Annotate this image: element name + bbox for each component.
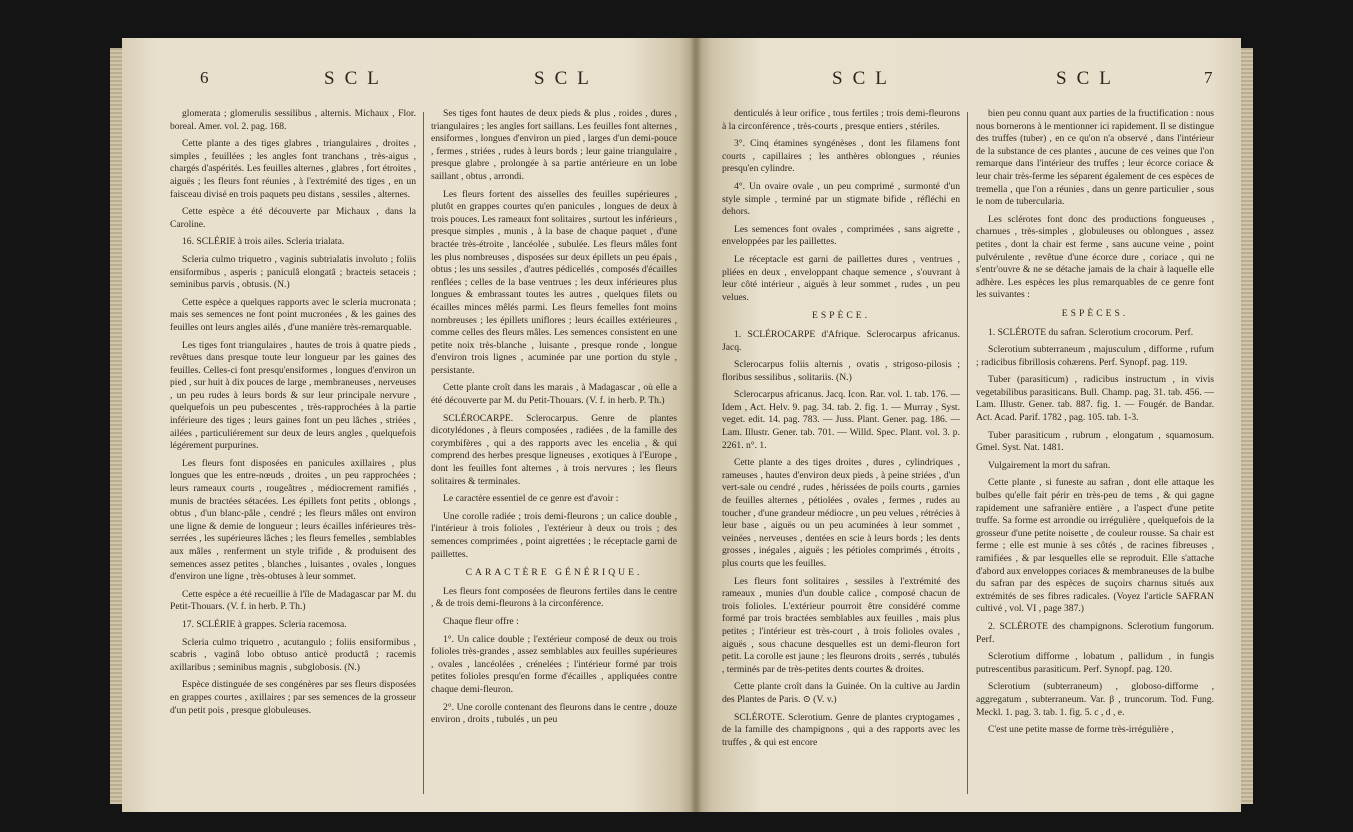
text-column-left xyxy=(722,108,960,798)
paragraph: CARACTÈRE GÉNÉRIQUE. xyxy=(465,567,643,579)
paragraph: Sclerotium difforme , lobatum , pallidum , in fungis putrescentibus parasiticum. Perf. Synopf. pag. 120. xyxy=(976,651,1214,675)
right-page xyxy=(696,38,1241,812)
paragraph: C'est une petite masse de forme très-irrégulière , xyxy=(988,724,1174,736)
paragraph: Sclerotium subterraneum , majusculum , difforme , rufum ; radicibus fibrillosis cohærens. Perf. Synopf. pag. 119. xyxy=(976,344,1214,368)
paragraph: Cette plante a des tiges droites , dures , cylindriques , rameuses , hautes d'environ deux pieds , à peine striées , d'un vert-sale ou cendré , rudes , hérissées de poils courts , garnies de feuilles alternes , pétiolées , ovales , fermes , rudes au toucher , d'une grandeur médiocre , un peu velues , rétrécies à leur base , aiguës ou un peu acuminées à leur sommet , veinées , nerveuses , dentées en scie à leurs bords ; les dents grosses , inégales , aiguës ; les pétioles comprimés , étroits , plus courts que les feuilles. xyxy=(722,457,960,569)
paragraph: Sclerotium (subterraneum) , globoso-difforme , aggregatum , subterraneum. Var. β , truncorum. Tod. Fung. Meckl. 1. pag. 3. tab. 1. fig. 5. c , d , e. xyxy=(976,681,1214,718)
paragraph: Les sclérotes font donc des productions fongueuses , charnues , très-simples , globuleuses ou oblongues , assez petites , dont la chair est ferme , sans aucune veine , point pulvérulente , revêtue d'une écorce dure , coriace , qui ne s'entr'ouvre & ne se détache jamais de la chair à laquelle elle adhère. Les espèces les plus remarquables de ce genre font les suivantes : xyxy=(976,213,1214,301)
paragraph: Sclerocarpus africanus. Jacq. Icon. Rar. vol. 1. tab. 176. — Idem , Act. Helv. 9. pag. 34. tab. 2. fig. 1. — Murray , Syst. veget. edit. 14. pag. 783. — Juss. Plant. Gener. pag. 186. — Lam. Illustr. Gener. tab. 701. — Willd. Spec. Plant. vol. 3. p. 2261. n°. 1. xyxy=(722,389,960,451)
paragraph: ESPÈCE. xyxy=(811,310,871,322)
paragraph: 2. SCLÉROTE des champignons. Sclerotium fungorum. Perf. xyxy=(976,620,1214,645)
paragraph: bien peu connu quant aux parties de la fructification : nous nous bornerons à le mentionner ici rapidement. Il se distingue des truffes (tuber) , en ce qu'on n'a observé , dans l'intérieur de la substance de ces plantes , aucune de ces veines que l'on remarque dans l'intérieur des truffes ; leur écorce coriace & leur chair très-ferme les séparent également de ces espèces de tremella , que l'on a réunies , dans un genre particulier , sous le nom de tubercularia. xyxy=(976,108,1214,208)
running-head: SCL xyxy=(1056,68,1121,89)
paragraph: 2°. Une corolle contenant des fleurons dans le centre , douze environ , droits , tubulés , un peu xyxy=(431,701,677,726)
paragraph: Cette espèce a été recueillie à l'île de Madagascar par M. du Petit-Thouars. (V. f. in herb. P. Th.) xyxy=(170,588,416,613)
paragraph: Chaque fleur offre : xyxy=(443,615,519,627)
paragraph: Scleria culmo triquetro , vaginis subtrialatis involuto ; foliis ensiformibus , asperis ; paniculâ elongatâ ; bracteis setaceis ; seminibus parvis , obtusis. (N.) xyxy=(170,253,416,291)
paragraph: SCLÉROCARPE. Sclerocarpus. Genre de plantes dicotylédones , à fleurs composées , radiées , de la famille des corymbifères , qui a des rapports avec les encelia , & qui comprend des herbes presque ligneuses , exotiques à l'Europe , dont les feuilles font alternes , à trois nervures ; les fleurs solitaires & terminales. xyxy=(431,412,677,487)
running-head: SCL xyxy=(534,68,599,89)
paragraph: Le caractère essentiel de ce genre est d'avoir : xyxy=(443,493,619,505)
paragraph: Tuber parasiticum , rubrum , elongatum , squamosum. Gmel. Syst. Nat. 1481. xyxy=(976,429,1214,454)
paragraph: Cette plante croît dans les marais , à Madagascar , où elle a été découverte par M. du Petit-Thouars. (V. f. in herb. P. Th.) xyxy=(431,382,677,407)
paragraph: 4°. Un ovaire ovale , un peu comprimé , surmonté d'un style simple , terminé par un stigmate bifide , réfléchi en dehors. xyxy=(722,180,960,218)
paragraph: Les fleurs font disposées en panicules axillaires , plus longues que les entre-nœuds , droites , un peu rapprochées ; leurs rameaux courts , rougeâtres , médiocrement ramifiés , munis de bractées sétacées. Les épillets font petits , oblongs , obtus , d'un blanc-pâle , cendré ; les fleurs mâles ont environ une ligne & demie de longueur ; leurs écailles inférieures très-serrées , les supérieures lâches ; les fleurs femelles , semblables aux mâles , renferment un style trifide , & produisent des semences assez petites , blanches , luisantes , ovales , longues d'environ une ligne , très-obtuses à leur sommet. xyxy=(170,457,416,583)
paragraph: Scleria culmo triquetro , acutangulo ; foliis ensiformibus , scabris , vaginâ lobo obtuso anticè productâ ; racemis axillaribus ; seminibus magnis , subglobosis. (N.) xyxy=(170,636,416,673)
paragraph: Tuber (parasiticum) , radicibus instructum , in vivis vegetabilibus parasiticans. Bull. Champ. pag. 31. tab. 456. — Lam. Illustr. Gener. tab. 887. fig. 1. — Fougér. de Bandar. Act. Acad. Parif. 1782 , pag. 105. tab. 1-3. xyxy=(976,374,1214,424)
left-page xyxy=(122,38,696,812)
paragraph: Les fleurs font composées de fleurons fertiles dans le centre , & de trois demi-fleurons à la circonférence. xyxy=(431,585,677,610)
right-page-header xyxy=(696,68,1241,96)
paragraph: Les fleurs font solitaires , sessiles à l'extrémité des rameaux , munies d'un double calice , composé chacun de trois folioles. L'extérieur pourroit être considéré comme formé par trois bractées semblables aux feuilles , mais plus petites ; l'intérieur est très-court , à trois folioles ovales , aiguës , sous chacune desquelles est un demi-fleuron fort petit. La corolle est jaune ; les fleurons droits , serrés , tubulés , terminés par de très-petites dents courtes & droites. xyxy=(722,575,960,675)
paragraph: Une corolle radiée ; trois demi-fleurons ; un calice double , l'intérieur à trois folioles , l'extérieur à deux ou trois ; des semences comprimées , point aigrettées ; le réceptacle garni de paillettes. xyxy=(431,510,677,560)
paragraph: 16. SCLÉRIE à trois ailes. Scleria trialata. xyxy=(182,236,345,248)
page-number: 6 xyxy=(200,68,209,87)
right-page-edge xyxy=(1241,48,1253,804)
paragraph: Cette plante a des tiges glabres , triangulaires , droites , simples , feuillées ; les angles font tranchans , très-aigus , chargés d'aspérités. Les feuilles alternes , glabres , fort étroites , aiguës ; les fleurs font réunies , à l'extrémité des tiges , en un faisceau divisé en trois paquets peu distans , sessiles , alternes. xyxy=(170,138,416,200)
paragraph: Cette plante croît dans la Guinée. On la cultive au Jardin des Plantes de Paris. ⊙ (V. v.) xyxy=(722,681,960,705)
paragraph: 1. SCLÉROTE du safran. Sclerotium crocorum. Perf. xyxy=(988,326,1194,338)
paragraph: Cette espèce a quelques rapports avec le scleria mucronata ; mais ses semences ne font point mucronées , & les gaines des feuilles ont leurs angles ailés , d'une manière très-remarquable. xyxy=(170,296,416,333)
paragraph: denticulés à leur orifice , tous fertiles ; trois demi-fleurons à la circonférence , très-courts , presque entiers , stériles. xyxy=(722,108,960,132)
paragraph: 1. SCLÉROCARPE d'Afrique. Sclerocarpus africanus. Jacq. xyxy=(722,328,960,353)
paragraph: Les semences font ovales , comprimées , sans aigrette , enveloppées par les paillettes. xyxy=(722,223,960,248)
paragraph: ESPÈCES. xyxy=(1061,307,1129,319)
paragraph: 17. SCLÉRIE à grappes. Scleria racemosa. xyxy=(182,618,347,630)
text-column-right xyxy=(431,108,677,798)
paragraph: 1°. Un calice double ; l'extérieur composé de deux ou trois folioles très-grandes , assez semblables aux feuilles supérieures , ovales , lancéolées , crénelées ; l'intérieur formé par trois petites folioles presqu'en forme d'écailles , appliquées contre chaque demi-fleuron. xyxy=(431,633,677,695)
running-head: SCL xyxy=(324,68,389,89)
paragraph: Sclerocarpus foliis alternis , ovatis , strigoso-pilosis ; floribus sessilibus , solitariis. (N.) xyxy=(722,359,960,383)
paragraph: Espèce distinguée de ses congénères par ses fleurs disposées en grappes courtes , axillaires ; par ses semences de la grosseur d'un petit pois , presque globuleuses. xyxy=(170,679,416,716)
text-column-right xyxy=(976,108,1214,798)
paragraph: Les tiges font triangulaires , hautes de trois à quatre pieds , revêtues dans presque toute leur longueur par les gaines des feuilles. Celles-ci font presqu'ensiformes , longues d'environ un pied , sur huit à dix pouces de large , membraneuses , nerveuses , un peu rudes à leurs bords & sur leur principale nervure , quelquefois un peu pubescentes , très-rapprochées à la partie inférieure des tiges ; leurs gaines font un peu lâches , striées , ailées , particuliérement sur deux de leurs angles , quelquefois légérement purpurines. xyxy=(170,339,416,452)
page-number: 7 xyxy=(1204,68,1213,87)
left-page-edge xyxy=(110,48,122,804)
paragraph: Le réceptacle est garni de paillettes dures , ventrues , pliées en deux , enveloppant chaque semence , s'ouvrant à leur côté intérieur , aiguës à leur sommet , rudes , un peu velues. xyxy=(722,253,960,303)
column-rule xyxy=(423,112,424,794)
paragraph: SCLÉROTE. Sclerotium. Genre de plantes cryptogames , de la famille des champignons , qui a des rapports avec les truffes , & qui est encore xyxy=(722,711,960,748)
book-gutter xyxy=(690,38,702,812)
column-rule xyxy=(967,112,968,794)
paragraph: glomerata ; glomerulis sessilibus , alternis. Michaux , Flor. boreal. Amer. vol. 2. pag. 168. xyxy=(170,108,416,132)
text-column-left xyxy=(170,108,416,798)
left-page-header xyxy=(122,68,696,96)
paragraph: Les fleurs fortent des aisselles des feuilles supérieures , plutôt en grappes courtes qu'en panicules , longues de deux à trois pouces. Les rameaux font solitaires , surtout les inférieurs , presque simples , munis , à la base de chaque paquet , d'une bractée très-étroite , lancéolée , subulée. Les fleurs mâles font les plus nombreuses , disposées sur deux épillets un peu épais , obtus ; les uns sessiles , d'autres pédicellés , composés d'écailles renflées ; celles de la base ventrues ; les deux inférieures plus longues & embrassant toutes les autres , quelques filets ou écailles minces mêlés parmi. Les fleurs femelles font moins nombreuses ; les épillets uniflores ; leurs écailles extérieures , comme celles des fleurs mâles. Les semences consistent en une petite noix très-blanche , luisante , presque ronde , longue d'environ trois lignes , acuminée par une portion du style , persistante. xyxy=(431,188,677,376)
paragraph: Vulgairement la mort du safran. xyxy=(988,459,1111,471)
paragraph: 3°. Cinq étamines syngénèses , dont les filamens font courts , capillaires ; les anthères oblongues , réunies presqu'en cylindre. xyxy=(722,138,960,175)
paragraph: Cette plante , si funeste au safran , dont elle attaque les bulbes qu'elle fait périr en très-peu de tems , & qui gagne rapidement une safranière entière , a l'aspect d'une petite truffe. Sa forme est arrondie ou irrégulière , quelquefois de la grosseur d'une petite noisette , de couleur rousse. Sa chair est ferme ; elle est munie à ses côtés , de racines fibreuses , ramifiées , & par lesquelles elle se reproduit. Elle s'attache d'abord aux enveloppes coriaces & membraneuses de la bulbe du safran par des espèces de suçoirs charnus situés aux extrémités de ses fibres radicales. (Voyez l'article SAFRAN cultivé , vol. VI , page 387.) xyxy=(976,477,1214,615)
paragraph: Cette espèce a été découverte par Michaux , dans la Caroline. xyxy=(170,206,416,230)
running-head: SCL xyxy=(832,68,897,89)
paragraph: Ses tiges font hautes de deux pieds & plus , roides , dures , triangulaires ; les angles fort saillans. Les feuilles font alternes , ensiformes , longues d'environ un pied , larges d'un demi-pouce , fermes , striées , rudes à leurs bords ; leur gaine triangulaire , presque glabre , prolongée à sa partie antérieure en un lobe saillant , obtus , arrondi. xyxy=(431,108,677,182)
